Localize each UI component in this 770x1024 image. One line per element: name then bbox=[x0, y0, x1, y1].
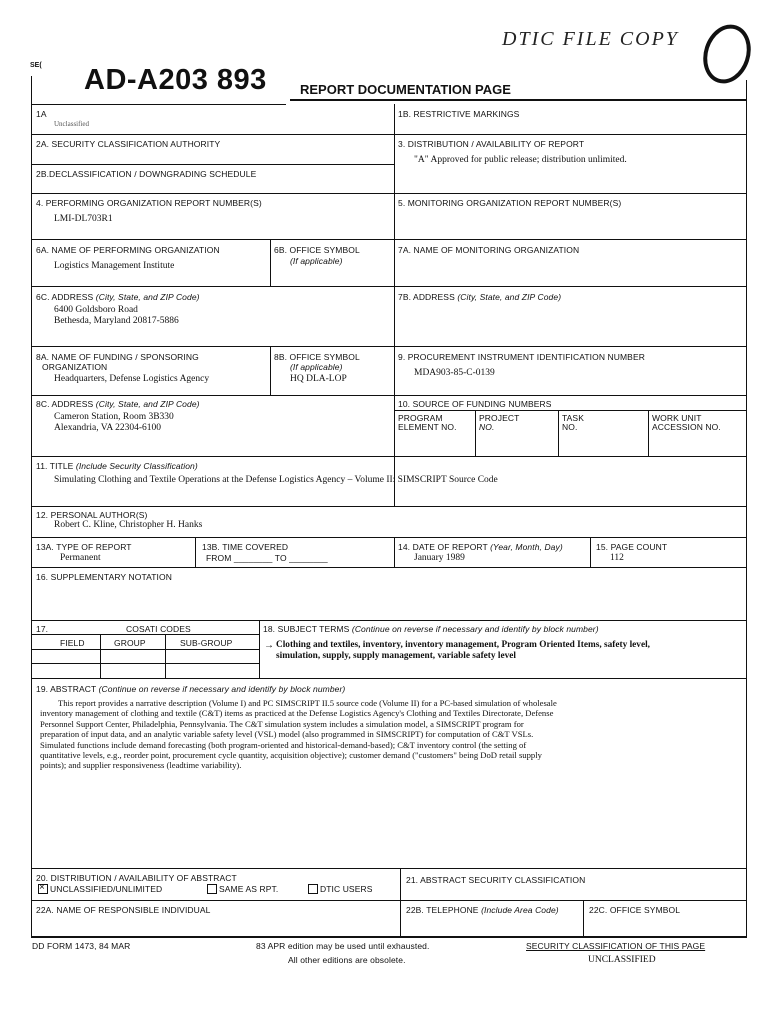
f6a-value: Logistics Management Institute bbox=[54, 261, 175, 271]
f20-opt1: UNCLASSIFIED/UNLIMITED bbox=[50, 884, 163, 894]
f16-label: 16. SUPPLEMENTARY NOTATION bbox=[36, 572, 172, 582]
f9-label: 9. PROCUREMENT INSTRUMENT IDENTIFICATION NUMBER bbox=[398, 352, 645, 362]
f6b-sub: (If applicable) bbox=[290, 256, 343, 266]
f8a-value: Headquarters, Defense Logistics Agency bbox=[54, 374, 210, 384]
f11-label: 11. TITLE (Include Security Classification) bbox=[36, 461, 198, 471]
f6c-line2: Bethesda, Maryland 20817-5886 bbox=[54, 316, 179, 326]
unclassified-unlimited-checkbox[interactable] bbox=[38, 884, 48, 894]
f17-field: FIELD bbox=[60, 638, 85, 648]
f12-value: Robert C. Kline, Christopher H. Hanks bbox=[54, 520, 203, 530]
arrow-mark-icon: → bbox=[264, 640, 274, 651]
f8c-line2: Alexandria, VA 22304-6100 bbox=[54, 423, 162, 433]
f8b-label: 8B. OFFICE SYMBOL bbox=[274, 352, 360, 362]
f9-value: MDA903-85-C-0139 bbox=[414, 368, 495, 378]
edition-note-2: All other editions are obsolete. bbox=[288, 955, 406, 965]
f8c-line1: Cameron Station, Room 3B330 bbox=[54, 412, 174, 422]
f22a-label: 22A. NAME OF RESPONSIBLE INDIVIDUAL bbox=[36, 905, 211, 915]
f3-label: 3. DISTRIBUTION / AVAILABILITY OF REPORT bbox=[398, 139, 585, 149]
form-top-border bbox=[290, 99, 746, 101]
f17-subgroup: SUB-GROUP bbox=[180, 638, 233, 648]
f15-value: 112 bbox=[610, 553, 624, 563]
file-copy-stamp: DTIC FILE COPY bbox=[502, 28, 679, 50]
f17-label: 17. bbox=[36, 624, 49, 634]
f19-label: 19. ABSTRACT (Continue on reverse if necessary and identify by block number) bbox=[36, 684, 346, 694]
f13b-from-to: FROM ________ TO ________ bbox=[206, 553, 328, 563]
f8a-label: 8A. NAME OF FUNDING / SPONSORING bbox=[36, 352, 199, 362]
f20-label: 20. DISTRIBUTION / AVAILABILITY OF ABSTRACT bbox=[36, 873, 237, 883]
f5-label: 5. MONITORING ORGANIZATION REPORT NUMBER(S) bbox=[398, 198, 622, 208]
abstract-text: This report provides a narrative description (Volume I) and PC SIMSCRIPT II.5 source code (Volume II) for a PC-based simulation of wholesale inventory management of clothing and textile (C&T) items as practiced at the Defense Logistics Agency's Clothing and Textiles Directorate, Defense Personnel Support Center, Philadelphia, Pennsylvania. The C&T simulation system includes a simulation model, a SIMSCRIPT program for preparation of input data, and an analytic variable safety level (VSL) model (also programmed in SIMSCRIPT) for computation of C&T VSLs. Simulated functions include demand forecasting (both program-oriented and historical-demand-based); C&T inventory control (the setting of quantitative levels, e.g., reorder point, procurement cycle quantity, acquisition objective); customer demand ("customers" being DoD retail supply points); and supplier responsiveness (leadtime variability). bbox=[40, 698, 557, 771]
f14-value: January 1989 bbox=[414, 553, 465, 563]
f15-label: 15. PAGE COUNT bbox=[596, 542, 668, 552]
f8a-label-2: ORGANIZATION bbox=[42, 362, 108, 372]
f18-line1: Clothing and textiles, inventory, inventory management, Program Oriented Items, safety level, bbox=[276, 640, 650, 650]
f13a-label: 13A. TYPE OF REPORT bbox=[36, 542, 132, 552]
f6a-label: 6A. NAME OF PERFORMING ORGANIZATION bbox=[36, 245, 220, 255]
f6b-label: 6B. OFFICE SYMBOL bbox=[274, 245, 360, 255]
f11-value: Simulating Clothing and Textile Operations at the Defense Logistics Agency – Volume II: SIMSCRIPT Source Code bbox=[54, 475, 498, 485]
f2a-label: 2A. SECURITY CLASSIFICATION AUTHORITY bbox=[36, 139, 221, 149]
f6c-label: 6C. ADDRESS (City, State, and ZIP Code) bbox=[36, 292, 200, 302]
f4-label: 4. PERFORMING ORGANIZATION REPORT NUMBER(S) bbox=[36, 198, 262, 208]
f8b-value: HQ DLA-LOP bbox=[290, 374, 347, 384]
f17-group: GROUP bbox=[114, 638, 146, 648]
edition-note-1: 83 APR edition may be used until exhausted. bbox=[256, 941, 430, 951]
f12-label: 12. PERSONAL AUTHOR(S) bbox=[36, 510, 148, 520]
f14-label: 14. DATE OF REPORT (Year, Month, Day) bbox=[398, 542, 563, 552]
f20-opt2: SAME AS RPT. bbox=[219, 884, 279, 894]
left-margin-code: SE( bbox=[30, 62, 42, 69]
same-as-rpt-checkbox[interactable] bbox=[207, 884, 217, 894]
f8c-label: 8C. ADDRESS (City, State, and ZIP Code) bbox=[36, 399, 200, 409]
page-title: REPORT DOCUMENTATION PAGE bbox=[300, 82, 511, 97]
f18-line2: simulation, supply, supply management, variable safety level bbox=[276, 651, 516, 661]
f8b-sub: (If applicable) bbox=[290, 362, 343, 372]
f22b-label: 22B. TELEPHONE (Include Area Code) bbox=[406, 905, 559, 915]
f10-work-unit: WORK UNIT bbox=[652, 413, 702, 423]
f10-task-no: TASK bbox=[562, 413, 584, 423]
f6c-line1: 6400 Goldsboro Road bbox=[54, 305, 138, 315]
f3-value: "A" Approved for public release; distribution unlimited. bbox=[414, 155, 627, 165]
security-classification-value: UNCLASSIFIED bbox=[588, 955, 656, 965]
f1a-value: Unclassified bbox=[54, 120, 89, 128]
dtic-users-checkbox[interactable] bbox=[308, 884, 318, 894]
f13a-value: Permanent bbox=[60, 553, 101, 563]
form-id: DD FORM 1473, 84 MAR bbox=[32, 941, 131, 951]
security-classification-label: SECURITY CLASSIFICATION OF THIS PAGE bbox=[526, 941, 706, 951]
f10-program-element: PROGRAM bbox=[398, 413, 443, 423]
stamp-circle-mark bbox=[696, 18, 758, 89]
f7b-label: 7B. ADDRESS (City, State, and ZIP Code) bbox=[398, 292, 562, 302]
f21-label: 21. ABSTRACT SECURITY CLASSIFICATION bbox=[406, 875, 586, 885]
f2b-label: 2B.DECLASSIFICATION / DOWNGRADING SCHEDULE bbox=[36, 169, 257, 179]
f1b-label: 1B. RESTRICTIVE MARKINGS bbox=[398, 109, 520, 119]
f20-opt3: DTIC USERS bbox=[320, 884, 373, 894]
f13b-label: 13B. TIME COVERED bbox=[202, 542, 289, 552]
f10-label: 10. SOURCE OF FUNDING NUMBERS bbox=[398, 399, 552, 409]
f22c-label: 22C. OFFICE SYMBOL bbox=[589, 905, 681, 915]
ad-number: AD-A203 893 bbox=[84, 64, 267, 96]
f4-value: LMI-DL703R1 bbox=[54, 214, 113, 224]
f1a-label: 1A bbox=[36, 109, 47, 119]
f10-project-no: PROJECT bbox=[479, 413, 520, 423]
f18-label: 18. SUBJECT TERMS (Continue on reverse if necessary and identify by block number) bbox=[263, 624, 599, 634]
f17-cosati: COSATI CODES bbox=[126, 624, 191, 634]
form-right-border bbox=[746, 80, 747, 937]
f7a-label: 7A. NAME OF MONITORING ORGANIZATION bbox=[398, 245, 580, 255]
